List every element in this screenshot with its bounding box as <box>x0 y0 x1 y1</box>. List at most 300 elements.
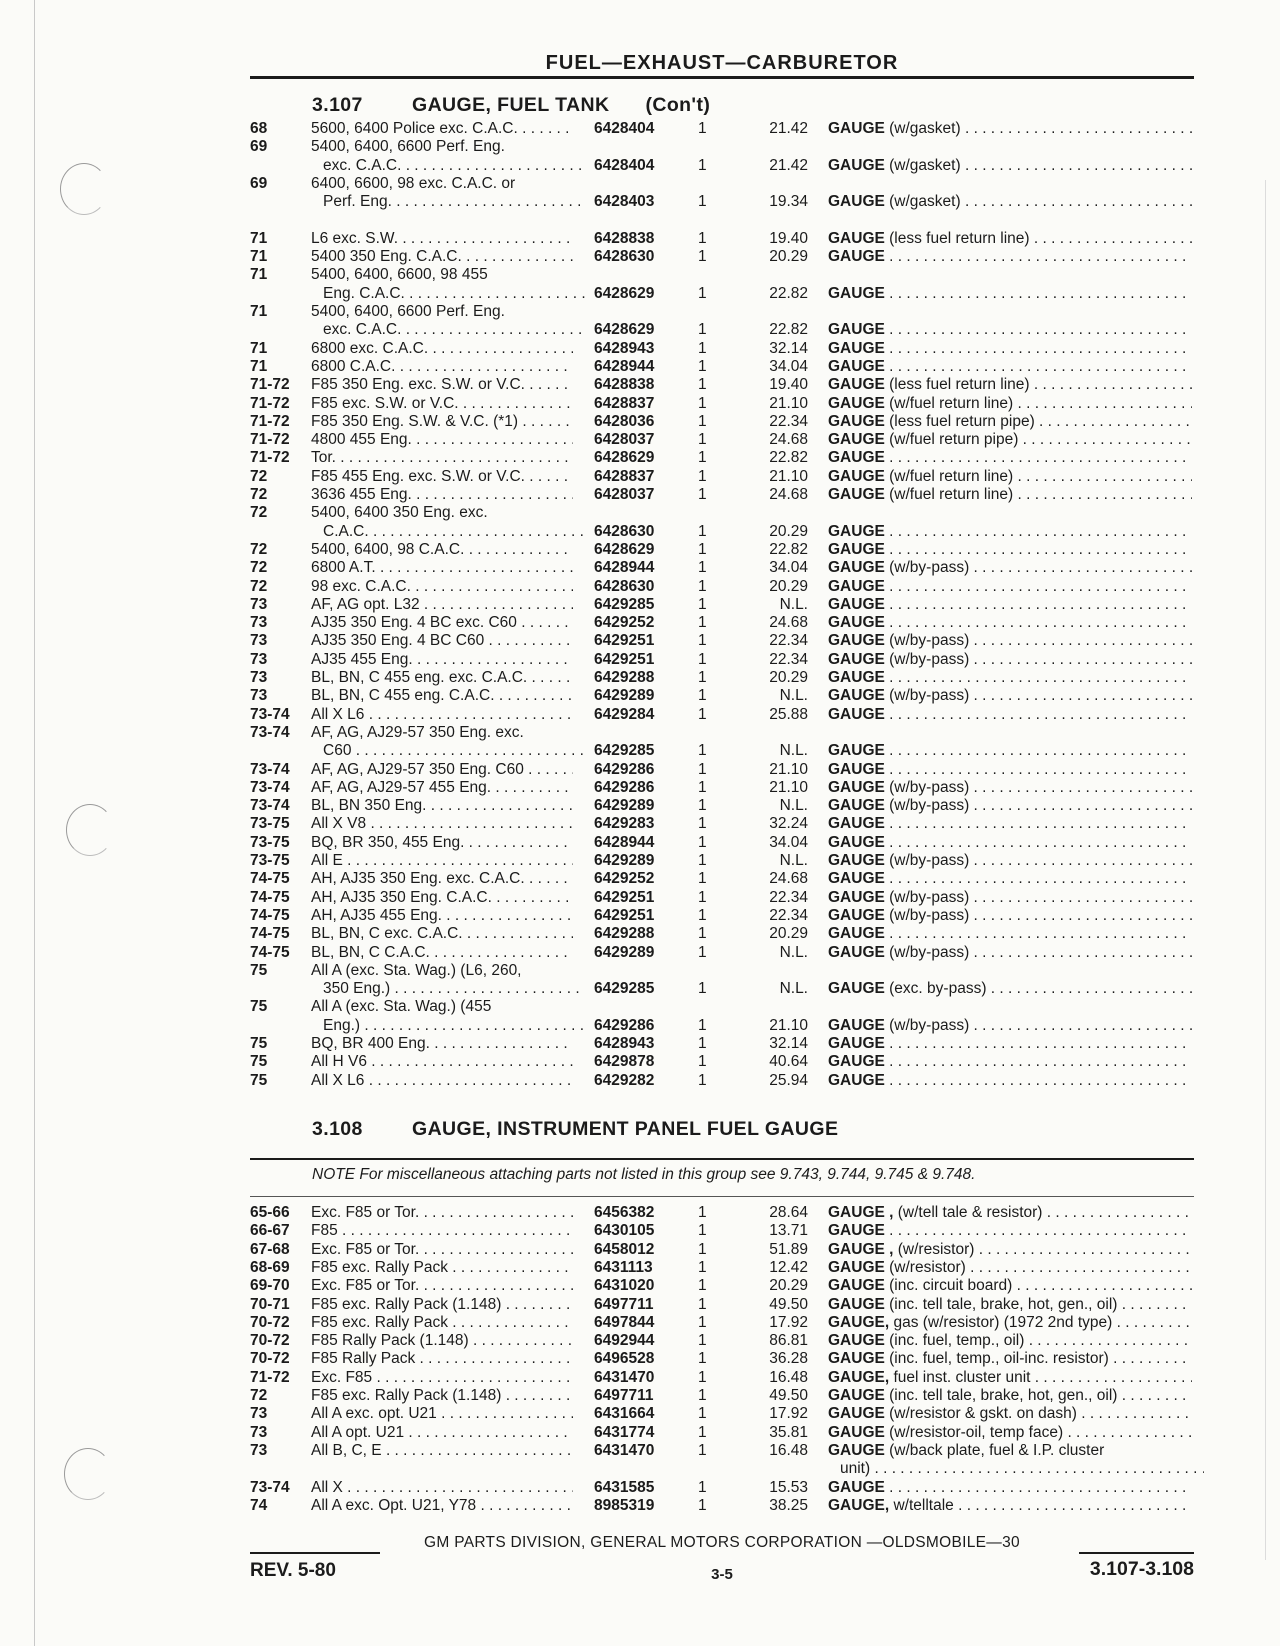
part-name-word: GAUGE <box>828 1016 885 1034</box>
table-row <box>0 248 1280 266</box>
model-year: 71 <box>250 266 268 284</box>
part-name-word: GAUGE <box>828 1332 885 1350</box>
part-name <box>828 852 1192 870</box>
quantity: 1 <box>698 760 707 778</box>
application-text: F85 350 Eng. exc. S.W. or V.C. <box>311 376 525 394</box>
quantity: 1 <box>698 1035 707 1052</box>
model-year: 73 <box>250 632 268 650</box>
quantity: 1 <box>698 559 707 577</box>
model-year: 72 <box>250 540 268 558</box>
quantity: 1 <box>698 1071 707 1089</box>
part-name <box>828 1017 1192 1035</box>
table-row <box>0 395 1280 413</box>
part-number: 6492944 <box>594 1332 655 1350</box>
price: 21.10 <box>769 760 808 778</box>
part-qualifier: (inc. tell tale, brake, hot, gen., oil) . <box>884 1387 1127 1404</box>
leader-dots <box>491 779 573 796</box>
part-number: 6431113 <box>594 1258 653 1276</box>
part-name-word: GAUGE <box>828 632 885 650</box>
application-desc <box>311 340 573 358</box>
model-year: 73-74 <box>250 705 290 723</box>
application-desc <box>311 321 585 339</box>
application-desc <box>311 578 573 596</box>
leader-dots <box>476 1497 573 1514</box>
part-number: 6431774 <box>594 1423 655 1441</box>
application-desc <box>311 1314 573 1332</box>
leader-dots <box>1077 1405 1192 1422</box>
leader-dots <box>401 321 585 338</box>
model-year: 71 <box>250 339 268 357</box>
application-desc <box>311 157 585 175</box>
quantity: 1 <box>698 1350 707 1368</box>
application-desc <box>311 687 573 705</box>
table-row-cont <box>0 157 1280 175</box>
model-year: 75 <box>250 1053 268 1071</box>
part-name-word: GAUGE <box>828 1277 885 1295</box>
application-desc <box>311 852 573 870</box>
part-name <box>828 632 1192 650</box>
section-note: NOTE For miscellaneous attaching parts not listed in this group see 9.743, 9.744, 9.745 & 9.748. <box>312 1166 976 1183</box>
part-name <box>828 1277 1192 1295</box>
application-desc <box>311 1369 573 1387</box>
quantity: 1 <box>698 321 707 339</box>
leader-dots <box>428 340 573 357</box>
part-number: 6431470 <box>594 1368 655 1386</box>
price: 40.64 <box>769 1053 808 1071</box>
quantity: 1 <box>698 705 707 723</box>
model-year: 72 <box>250 467 268 485</box>
table-row <box>0 1314 1280 1332</box>
price: 86.81 <box>769 1332 808 1350</box>
price: 49.50 <box>769 1295 808 1313</box>
quantity: 1 <box>698 1016 707 1034</box>
quantity: 1 <box>698 229 707 247</box>
leader-dots <box>1126 1350 1192 1367</box>
quantity: 1 <box>698 1258 707 1276</box>
part-name <box>828 285 1192 303</box>
leader-dots <box>885 925 1192 942</box>
part-qualifier: (w/gasket) <box>884 193 961 211</box>
table-row <box>0 541 1280 559</box>
part-number: 6429283 <box>594 815 655 833</box>
application-text: F85 455 Eng. exc. S.W. or V.C. <box>311 467 525 485</box>
leader-dots <box>464 834 573 851</box>
model-year: 74-75 <box>250 925 290 943</box>
part-qualifier: (w/by-pass) <box>884 1016 970 1034</box>
table-row <box>0 614 1280 632</box>
leader-dots <box>969 779 1192 796</box>
table-row <box>0 944 1280 962</box>
leader-dots <box>1018 431 1192 448</box>
application-text: Exc. F85 or Tor. <box>311 1277 420 1295</box>
part-number: 6428630 <box>594 248 655 266</box>
part-name <box>828 523 1192 541</box>
leader-dots <box>398 230 573 247</box>
model-year: 70-72 <box>250 1350 290 1368</box>
application-desc <box>311 285 585 303</box>
model-year: 74-75 <box>250 888 290 906</box>
application-desc <box>311 834 573 852</box>
table-row <box>0 1350 1280 1368</box>
table-row <box>0 1259 1280 1277</box>
leader-dots <box>885 541 1192 558</box>
table-row <box>0 431 1280 449</box>
leader-dots <box>419 1277 573 1294</box>
part-number: 6428037 <box>594 486 655 503</box>
leader-dots <box>885 761 1192 778</box>
leader-dots <box>448 1259 573 1276</box>
price: 51.89 <box>769 1240 808 1258</box>
quantity: 1 <box>698 1496 707 1514</box>
application-desc <box>311 1222 573 1240</box>
part-number: 6429289 <box>594 943 655 961</box>
table-row <box>0 907 1280 925</box>
leader-dots <box>426 797 573 814</box>
part-number: 6429251 <box>594 906 655 924</box>
leader-dots <box>492 889 573 906</box>
price: 12.42 <box>769 1258 808 1276</box>
page-title: FUEL—EXHAUST—CARBURETOR <box>545 52 899 74</box>
price: 24.68 <box>769 431 808 449</box>
quantity: 1 <box>698 376 707 394</box>
table-row <box>0 889 1280 907</box>
part-name <box>828 797 1192 815</box>
part-name <box>828 468 1192 486</box>
model-year: 71 <box>250 229 268 247</box>
table-row <box>0 706 1280 724</box>
application-text: Exc. F85 <box>311 1368 373 1386</box>
part-number: 6429252 <box>594 614 655 632</box>
application-desc <box>311 193 585 211</box>
model-year: 74-75 <box>250 870 290 888</box>
quantity: 1 <box>698 833 707 851</box>
table-row <box>0 925 1280 943</box>
quantity: 1 <box>698 742 707 760</box>
part-qualifier: (w/by-pass) <box>884 632 970 650</box>
leader-dots <box>448 1314 573 1331</box>
part-name-word: GAUGE <box>828 1071 885 1089</box>
part-number: 6496528 <box>594 1350 655 1368</box>
part-name <box>828 157 1192 175</box>
table-row <box>0 1442 1280 1460</box>
leader-dots <box>885 340 1192 357</box>
model-year: 71-72 <box>250 376 290 394</box>
part-name-word: GAUGE <box>828 156 885 174</box>
price: 19.40 <box>769 376 808 394</box>
leader-dots <box>437 1405 573 1422</box>
quantity: 1 <box>698 1332 707 1350</box>
price: 20.29 <box>769 248 808 266</box>
price: N.L. <box>779 687 808 705</box>
part-qualifier: (w/resistor) <box>884 1258 966 1276</box>
part-name <box>828 651 1192 669</box>
quantity: 1 <box>698 1441 707 1459</box>
model-year: 69 <box>250 174 268 192</box>
part-name-word: GAUGE , <box>828 1240 894 1258</box>
part-name <box>828 1222 1192 1240</box>
section-rule <box>250 1158 1194 1160</box>
part-number: 8985319 <box>594 1496 655 1514</box>
application-desc <box>311 358 573 376</box>
part-number: 6429286 <box>594 760 655 778</box>
table-row <box>0 413 1280 431</box>
part-number: 6428629 <box>594 284 655 302</box>
leader-dots <box>1042 1204 1192 1221</box>
part-name-word: GAUGE, <box>828 1368 890 1386</box>
table-row <box>0 175 1280 193</box>
application-desc <box>311 504 573 522</box>
part-name-word: GAUGE <box>828 486 885 503</box>
quantity: 1 <box>698 1368 707 1386</box>
leader-dots <box>1024 1332 1192 1349</box>
application-text: 5400, 6400, 98 C.A.C. <box>311 540 465 558</box>
table-row <box>0 303 1280 321</box>
application-text: exc. C.A.C. <box>323 321 402 339</box>
part-number: 6428838 <box>594 229 655 247</box>
leader-dots <box>1013 395 1192 412</box>
part-name <box>828 1204 1192 1222</box>
part-number: 6429289 <box>594 687 655 705</box>
part-name-word: GAUGE <box>828 1350 885 1368</box>
part-qualifier: (w/by-pass) <box>884 559 970 577</box>
part-name-word: GAUGE <box>828 925 885 943</box>
table-row <box>0 1405 1280 1423</box>
model-year: 71 <box>250 303 268 320</box>
application-desc <box>311 1350 573 1368</box>
application-desc <box>311 706 573 724</box>
model-year: 73-74 <box>250 760 290 778</box>
part-name <box>828 248 1192 266</box>
leader-dots <box>463 925 573 942</box>
application-text: BL, BN, C 455 eng. exc. C.A.C. . <box>311 669 536 686</box>
application-desc <box>311 870 573 888</box>
leader-dots <box>351 742 585 759</box>
leader-dots <box>524 761 573 778</box>
section-title: GAUGE, INSTRUMENT PANEL FUEL GAUGE <box>412 1118 839 1140</box>
part-name <box>828 486 1192 504</box>
leader-dots <box>885 523 1192 540</box>
application-desc <box>311 1424 573 1442</box>
part-qualifier: (w/gasket) <box>884 120 961 137</box>
table-row <box>0 632 1280 650</box>
quantity: 1 <box>698 431 707 449</box>
part-name-word: GAUGE <box>828 577 885 595</box>
application-desc <box>311 376 573 394</box>
quantity: 1 <box>698 193 707 211</box>
quantity: 1 <box>698 1277 707 1295</box>
model-year: 66-67 <box>250 1222 290 1240</box>
part-number: 6428036 <box>594 412 655 430</box>
application-text: All E <box>311 852 343 869</box>
table-row <box>0 998 1280 1016</box>
table-row <box>0 578 1280 596</box>
part-number: 6429289 <box>594 852 655 869</box>
part-number: 6428629 <box>594 321 655 339</box>
application-desc <box>311 1497 573 1515</box>
part-number: 6428629 <box>594 540 655 558</box>
application-text: F85 exc. Rally Pack (1.148) <box>311 1387 502 1404</box>
application-desc <box>311 468 573 486</box>
section-continued: (Con't) <box>645 94 711 116</box>
part-name-word: GAUGE <box>828 376 885 394</box>
application-text: AH, AJ35 350 Eng. C.A.C. <box>311 888 492 906</box>
part-number: 6429286 <box>594 1016 655 1034</box>
application-text: BL, BN 350 Eng. <box>311 797 427 815</box>
model-year: 70-72 <box>250 1332 290 1350</box>
quantity: 1 <box>698 595 707 613</box>
leader-dots <box>1030 376 1192 393</box>
leader-dots <box>885 321 1192 338</box>
part-qualifier: (w/by-pass) <box>884 888 970 906</box>
leader-dots <box>969 797 1192 814</box>
part-name-word: GAUGE <box>828 431 885 449</box>
table-row <box>0 504 1280 522</box>
model-year: 75 <box>250 961 268 979</box>
part-name-word: GAUGE <box>828 870 885 888</box>
table-row-cont <box>0 321 1280 339</box>
price: N.L. <box>779 595 808 613</box>
part-name-word: GAUGE <box>828 669 885 686</box>
table-row <box>0 340 1280 358</box>
model-year: 71-72 <box>250 431 290 449</box>
part-name <box>828 1387 1192 1405</box>
table-row <box>0 1241 1280 1259</box>
application-text: All A exc. opt. U21 <box>311 1405 437 1423</box>
application-desc <box>311 175 573 193</box>
model-year: 70-71 <box>250 1295 290 1313</box>
model-year: 71-72 <box>250 412 290 430</box>
application-text: 5400, 6400 350 Eng. exc. <box>311 504 488 522</box>
application-desc <box>311 632 573 650</box>
section-heading-3-107 <box>312 94 710 117</box>
part-name <box>828 980 1192 998</box>
price: 22.82 <box>769 449 808 467</box>
part-name-word: GAUGE <box>828 321 885 339</box>
table-row <box>0 120 1280 138</box>
part-name <box>828 1259 1192 1277</box>
part-number: 6429284 <box>594 705 655 723</box>
part-qualifier: (inc. tell tale, brake, hot, gen., oil) . <box>884 1295 1127 1313</box>
price: 32.14 <box>769 1035 808 1052</box>
leader-dots <box>430 1035 573 1052</box>
application-text: AH, AJ35 455 Eng. <box>311 906 442 924</box>
revision-label: REV. 5-80 <box>250 1560 336 1581</box>
price: 20.29 <box>769 925 808 943</box>
leader-dots <box>364 706 573 723</box>
leader-dots <box>336 449 573 466</box>
application-text: AJ35 350 Eng. 4 BC C60 <box>311 632 485 650</box>
table-row-cont <box>0 980 1280 998</box>
leader-dots <box>526 614 573 631</box>
part-number: 6428944 <box>594 559 655 577</box>
table-row <box>0 266 1280 284</box>
model-year: 71-72 <box>250 1368 290 1386</box>
quantity: 1 <box>698 394 707 412</box>
application-text: AF, AG, AJ29-57 455 Eng. <box>311 778 492 796</box>
part-qualifier: w/telltale <box>889 1496 954 1514</box>
header-rule <box>250 76 1194 79</box>
price: N.L. <box>779 943 808 961</box>
part-name-word: GAUGE <box>828 1053 885 1071</box>
leader-dots <box>419 1241 573 1258</box>
part-number: 6429286 <box>594 778 655 796</box>
application-text: All X L6 <box>311 1071 365 1089</box>
part-number: 6428037 <box>594 431 655 449</box>
price: 20.29 <box>769 577 808 595</box>
part-name <box>828 706 1192 724</box>
application-desc <box>311 559 573 577</box>
part-number: 6429878 <box>594 1053 655 1071</box>
part-number: 6429285 <box>594 595 655 613</box>
part-name <box>828 193 1192 211</box>
part-qualifier: (w/by-pass) <box>884 797 970 815</box>
footer-rule-right <box>1079 1552 1194 1554</box>
leader-dots <box>360 1017 585 1034</box>
leader-dots <box>401 157 585 174</box>
section-number: 3.107 <box>312 94 363 116</box>
application-text: 3636 455 Eng. <box>311 486 412 503</box>
application-desc <box>311 998 573 1016</box>
leader-dots <box>986 980 1192 997</box>
part-qualifier: (w/by-pass) <box>884 852 970 869</box>
model-year: 74-75 <box>250 906 290 924</box>
part-qualifier: (w/resistor-oil, temp face) <box>884 1423 1064 1441</box>
application-desc <box>311 614 573 632</box>
leader-dots <box>459 395 573 412</box>
part-qualifier: (w/back plate, fuel & I.P. cluster <box>884 1441 1105 1459</box>
application-text: C.A.C. <box>323 522 369 540</box>
application-desc <box>311 1241 573 1259</box>
leader-dots <box>969 559 1192 576</box>
application-desc <box>311 742 585 760</box>
application-text: AH, AJ35 350 Eng. exc. C.A.C. . <box>311 870 534 888</box>
leader-dots <box>885 815 1192 832</box>
quantity: 1 <box>698 284 707 302</box>
part-number: 6428403 <box>594 193 655 211</box>
application-desc <box>311 523 585 541</box>
model-year: 73-75 <box>250 815 290 833</box>
application-text: F85 Rally Pack (1.148) <box>311 1332 469 1350</box>
model-year: 73-74 <box>250 797 290 815</box>
part-name-word: GAUGE <box>828 1387 885 1404</box>
application-text: BQ, BR 400 Eng. <box>311 1035 430 1052</box>
quantity: 1 <box>698 357 707 375</box>
part-name <box>828 449 1192 467</box>
table-row <box>0 962 1280 980</box>
part-name <box>828 340 1192 358</box>
leader-dots <box>376 559 573 576</box>
leader-dots <box>404 1424 573 1441</box>
model-year: 71-72 <box>250 449 290 467</box>
quantity: 1 <box>698 906 707 924</box>
part-number: 6429251 <box>594 632 655 650</box>
table-row <box>0 1387 1280 1405</box>
leader-dots <box>469 1332 573 1349</box>
application-text: 5600, 6400 Police exc. C.A.C. . <box>311 120 527 137</box>
price: 24.68 <box>769 614 808 632</box>
leader-dots <box>420 596 573 613</box>
application-desc <box>311 596 573 614</box>
part-qualifier: (less fuel return pipe) <box>884 412 1035 430</box>
price: 38.25 <box>769 1496 808 1514</box>
leader-dots <box>870 1460 1204 1477</box>
application-desc <box>311 413 573 431</box>
price: 24.68 <box>769 486 808 503</box>
model-year: 73-74 <box>250 1478 290 1496</box>
leader-dots <box>419 1204 573 1221</box>
part-number: 6429251 <box>594 650 655 668</box>
leader-dots <box>369 523 585 540</box>
